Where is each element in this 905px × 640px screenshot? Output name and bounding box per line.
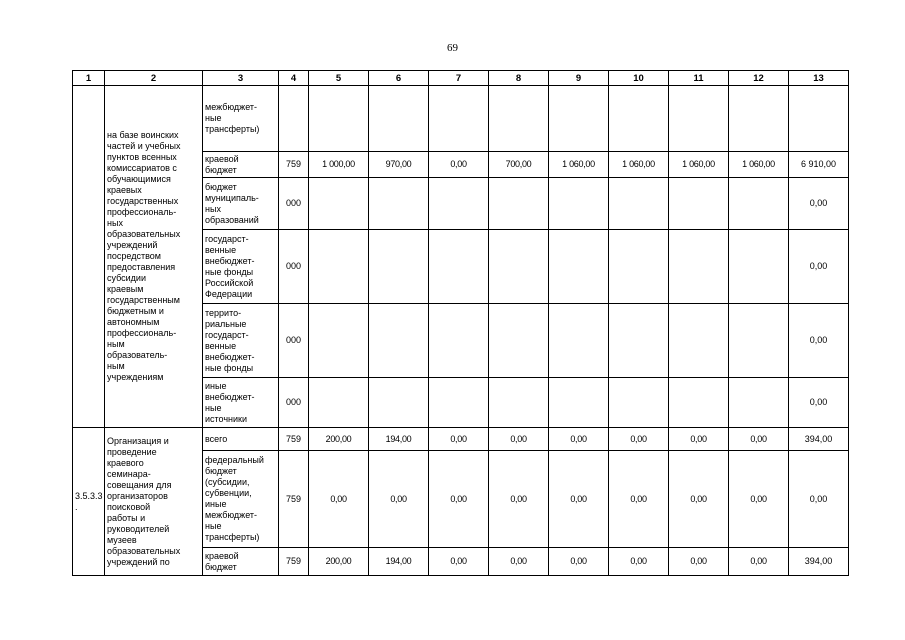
grbs-code: 000	[279, 230, 309, 304]
grbs-code: 759	[279, 152, 309, 178]
year-value-9: 1 060,00	[549, 152, 609, 178]
header-cell-11: 11	[669, 71, 729, 86]
year-value-11: 0,00	[669, 451, 729, 548]
year-value-11	[669, 230, 729, 304]
year-value-7	[429, 178, 489, 230]
year-value-7	[429, 378, 489, 428]
table-row	[73, 428, 849, 451]
funding-source: иные внебюджет- ные источники	[203, 378, 279, 428]
year-value-8	[489, 230, 549, 304]
funding-source: бюджет муниципаль- ных образований	[203, 178, 279, 230]
activity-name: на базе воинских частей и учебных пунктов всенных комиссариатов с обучающимися краевых государственных профессиональ- ных образовательных учреждений посредством предоставления субсидии краевым государственным бюджетным и автономным профессиональ- ным образователь- ным учреждениям	[105, 86, 203, 428]
funding-source: всего	[203, 428, 279, 451]
total-value: 0,00	[789, 451, 849, 548]
funding-source: государст- венные внебюджет- ные фонды Российской Федерации	[203, 230, 279, 304]
grbs-code: 759	[279, 548, 309, 576]
year-value-8: 0,00	[489, 548, 549, 576]
header-cell-12: 12	[729, 71, 789, 86]
year-value-6	[369, 378, 429, 428]
header-cell-10: 10	[609, 71, 669, 86]
year-value-7: 0,00	[429, 451, 489, 548]
year-value-9: 0,00	[549, 451, 609, 548]
year-value-6	[369, 230, 429, 304]
total-value: 0,00	[789, 378, 849, 428]
year-value-8: 0,00	[489, 428, 549, 451]
year-value-6	[369, 304, 429, 378]
funding-source: федеральный бюджет (субсидии, субвенции, иные межбюджет- ные трансферты)	[203, 451, 279, 548]
year-value-11	[669, 304, 729, 378]
year-value-6: 970,00	[369, 152, 429, 178]
row-code: 3.5.3.3 .	[73, 428, 105, 576]
grbs-code: 000	[279, 304, 309, 378]
year-value-10: 0,00	[609, 428, 669, 451]
year-value-12	[729, 230, 789, 304]
total-value: 0,00	[789, 230, 849, 304]
year-value-9	[549, 304, 609, 378]
year-value-11: 0,00	[669, 548, 729, 576]
year-value-7: 0,00	[429, 428, 489, 451]
total-value: 6 910,00	[789, 152, 849, 178]
table-row	[73, 86, 849, 152]
year-value-12: 0,00	[729, 451, 789, 548]
year-value-10	[609, 230, 669, 304]
header-cell-1: 1	[73, 71, 105, 86]
year-value-5	[309, 304, 369, 378]
year-value-7: 0,00	[429, 152, 489, 178]
year-value-11: 0,00	[669, 428, 729, 451]
year-value-8	[489, 86, 549, 152]
year-value-12	[729, 304, 789, 378]
year-value-7	[429, 230, 489, 304]
year-value-7	[429, 304, 489, 378]
year-value-12: 0,00	[729, 428, 789, 451]
year-value-10: 0,00	[609, 548, 669, 576]
year-value-7	[429, 86, 489, 152]
year-value-6	[369, 178, 429, 230]
total-value: 0,00	[789, 178, 849, 230]
year-value-10: 1 060,00	[609, 152, 669, 178]
year-value-5: 1 000,00	[309, 152, 369, 178]
funding-source: межбюджет- ные трансферты)	[203, 86, 279, 152]
funding-source: краевой бюджет	[203, 548, 279, 576]
grbs-code: 000	[279, 178, 309, 230]
year-value-10	[609, 378, 669, 428]
table-body	[73, 71, 849, 576]
year-value-8	[489, 178, 549, 230]
header-cell-2: 2	[105, 71, 203, 86]
year-value-12: 0,00	[729, 548, 789, 576]
header-cell-9: 9	[549, 71, 609, 86]
year-value-6: 194,00	[369, 548, 429, 576]
year-value-6	[369, 86, 429, 152]
year-value-5	[309, 230, 369, 304]
funding-source: краевой бюджет	[203, 152, 279, 178]
year-value-5	[309, 86, 369, 152]
total-value	[789, 86, 849, 152]
year-value-9	[549, 178, 609, 230]
year-value-10	[609, 86, 669, 152]
year-value-9: 0,00	[549, 428, 609, 451]
grbs-code: 759	[279, 428, 309, 451]
total-value: 394,00	[789, 428, 849, 451]
year-value-8: 700,00	[489, 152, 549, 178]
year-value-5: 200,00	[309, 428, 369, 451]
page-number: 69	[447, 42, 458, 54]
total-value: 394,00	[789, 548, 849, 576]
year-value-11	[669, 86, 729, 152]
funding-source: террито- риальные государст- венные внебюджет- ные фонды	[203, 304, 279, 378]
year-value-12: 1 060,00	[729, 152, 789, 178]
header-cell-3: 3	[203, 71, 279, 86]
year-value-8: 0,00	[489, 451, 549, 548]
year-value-9	[549, 378, 609, 428]
year-value-5	[309, 178, 369, 230]
year-value-10: 0,00	[609, 451, 669, 548]
year-value-6: 0,00	[369, 451, 429, 548]
year-value-5: 200,00	[309, 548, 369, 576]
grbs-code: 000	[279, 378, 309, 428]
header-cell-6: 6	[369, 71, 429, 86]
year-value-7: 0,00	[429, 548, 489, 576]
grbs-code: 759	[279, 451, 309, 548]
header-cell-5: 5	[309, 71, 369, 86]
year-value-10	[609, 178, 669, 230]
header-cell-4: 4	[279, 71, 309, 86]
year-value-11	[669, 378, 729, 428]
header-row	[73, 71, 849, 86]
year-value-9	[549, 86, 609, 152]
year-value-8	[489, 304, 549, 378]
header-cell-13: 13	[789, 71, 849, 86]
budget-table	[72, 70, 849, 576]
year-value-11: 1 060,00	[669, 152, 729, 178]
year-value-12	[729, 378, 789, 428]
activity-name: Организация и проведение краевого семинара- совещания для организаторов поисковой работы и руководителей музеев образовательных учреждений по	[105, 428, 203, 576]
year-value-5: 0,00	[309, 451, 369, 548]
year-value-10	[609, 304, 669, 378]
year-value-9	[549, 230, 609, 304]
year-value-11	[669, 178, 729, 230]
year-value-12	[729, 178, 789, 230]
grbs-code	[279, 86, 309, 152]
year-value-5	[309, 378, 369, 428]
year-value-8	[489, 378, 549, 428]
total-value: 0,00	[789, 304, 849, 378]
row-code	[73, 86, 105, 428]
year-value-12	[729, 86, 789, 152]
year-value-9: 0,00	[549, 548, 609, 576]
year-value-6: 194,00	[369, 428, 429, 451]
header-cell-8: 8	[489, 71, 549, 86]
header-cell-7: 7	[429, 71, 489, 86]
